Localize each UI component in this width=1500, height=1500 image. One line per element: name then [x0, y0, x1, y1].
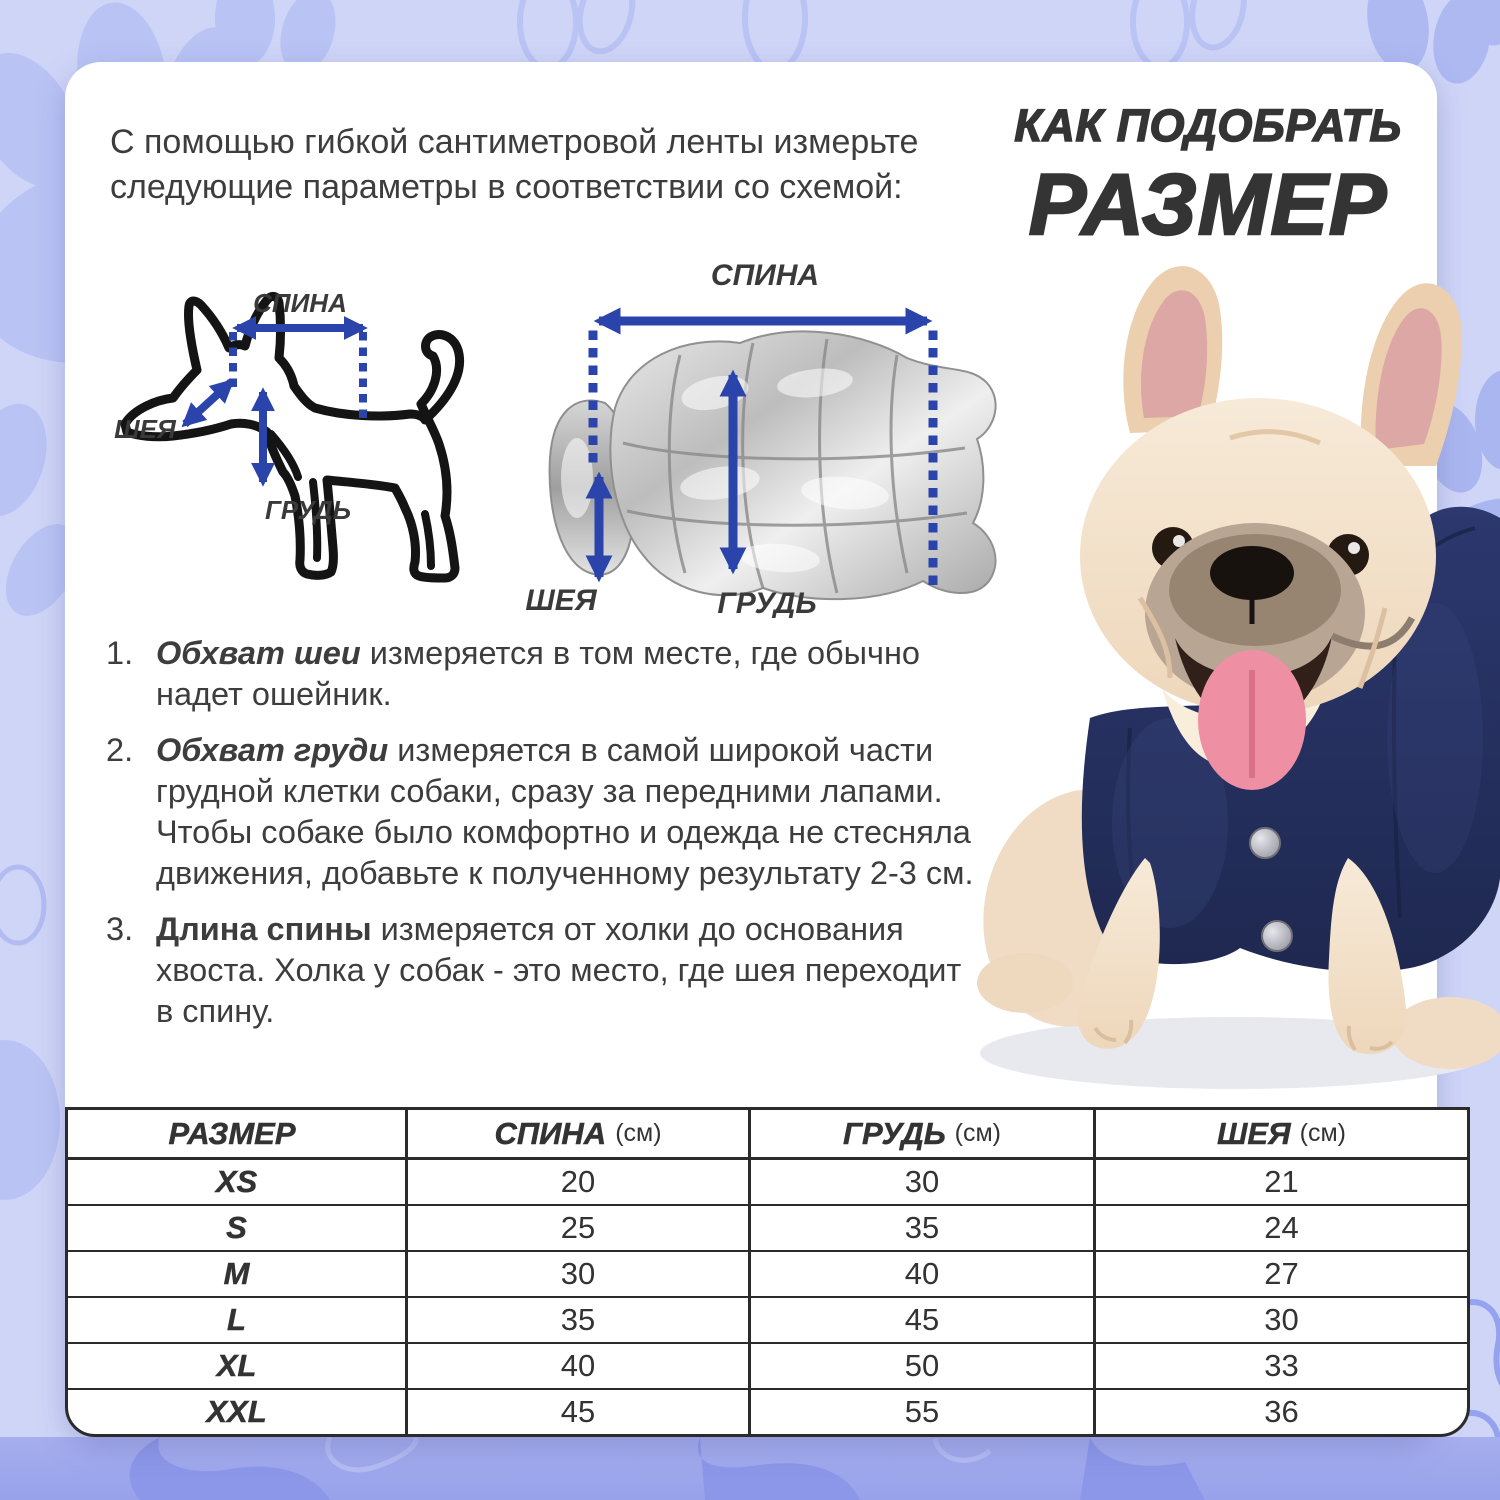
size-cell: M [68, 1252, 408, 1296]
list-item [106, 730, 986, 894]
header-size: РАЗМЕР [68, 1110, 408, 1157]
paw-outline-icon [520, 0, 1251, 70]
diagram-back-label: СПИНА [253, 288, 347, 318]
silver-jacket-photo [515, 251, 996, 600]
back-cell: 25 [408, 1206, 751, 1250]
item-number: 2. [106, 732, 134, 768]
size-cell: XXL [68, 1390, 408, 1434]
blob-shape [1080, 1437, 1205, 1500]
item-term: Обхват шеи [156, 635, 361, 671]
table-row [68, 1388, 1467, 1434]
jacket-chest-label: ГРУДЬ [717, 587, 817, 618]
back-cell: 30 [408, 1252, 751, 1296]
neck-cell: 21 [1264, 1164, 1299, 1199]
paw-outline-icon [0, 867, 44, 943]
chest-cell: 55 [751, 1390, 1096, 1434]
table-row [68, 1204, 1467, 1250]
size-cell: XL [68, 1344, 408, 1388]
list-item [106, 909, 986, 1032]
header-back: СПИНА (см) [408, 1110, 751, 1157]
snap-button [1250, 828, 1280, 858]
dog-measurement-diagram [95, 272, 495, 602]
jacket-neck-label: ШЕЯ [525, 584, 597, 617]
back-cell: 20 [408, 1160, 751, 1204]
chest-cell: 40 [751, 1252, 1096, 1296]
instruction-list [106, 633, 986, 1047]
diagram-neck-label: ШЕЯ [114, 414, 176, 444]
chest-cell: 35 [751, 1206, 1096, 1250]
size-cell: S [68, 1206, 408, 1250]
size-table [65, 1107, 1470, 1437]
item-number: 1. [106, 635, 134, 671]
diagram-chest-label: ГРУДЬ [264, 495, 352, 525]
neck-cell: 24 [1264, 1210, 1299, 1245]
title-line2: РАЗМЕР [1028, 157, 1388, 253]
snap-button [1262, 921, 1292, 951]
blob-outline [328, 1437, 416, 1470]
header-neck: ШЕЯ (см) [1217, 1115, 1346, 1151]
table-row [68, 1250, 1467, 1296]
neck-cell: 27 [1264, 1256, 1299, 1291]
neck-cell: 33 [1264, 1348, 1299, 1383]
header-chest: ГРУДЬ (см) [751, 1110, 1096, 1157]
item-number: 3. [106, 911, 134, 947]
size-cell: XS [68, 1160, 408, 1204]
table-row [68, 1296, 1467, 1342]
item-term: Обхват груди [156, 732, 389, 768]
item-body: измеряется в самой широкой части грудной клетки собаки, сразу за передними лапами. Чтобы собаке было комфортно и одежда не стесняла движения, добавьте к полученному результату 2-3 см. [156, 732, 974, 891]
bulldog-photo [930, 258, 1500, 1108]
back-cell: 45 [408, 1390, 751, 1434]
neck-cell: 36 [1264, 1394, 1299, 1429]
chest-cell: 50 [751, 1344, 1096, 1388]
blob-shape [698, 1437, 860, 1500]
chest-cell: 45 [751, 1298, 1096, 1342]
table-row [68, 1160, 1467, 1204]
table-header-row [68, 1110, 1467, 1160]
item-term: Длина спины [156, 911, 372, 947]
jacket-back-label: СПИНА [710, 259, 820, 292]
back-cell: 35 [408, 1298, 751, 1342]
chest-cell: 30 [751, 1160, 1096, 1204]
item-text [156, 909, 986, 1032]
title-line1: КАК ПОДОБРАТЬ [1014, 100, 1402, 151]
back-cell: 40 [408, 1344, 751, 1388]
item-text [156, 633, 986, 715]
dog-nose [1210, 546, 1294, 600]
bottom-band [0, 1437, 1500, 1500]
item-body: измеряется от холки до основания хвоста. Холка у собак - это место, где шея переходит в спину. [156, 911, 962, 1029]
neck-cell: 30 [1264, 1302, 1299, 1337]
table-row [68, 1342, 1467, 1388]
blob-shape [130, 1437, 330, 1500]
size-cell: L [68, 1298, 408, 1342]
blob-outline [935, 1439, 990, 1460]
bottom-band-decor [0, 1437, 1500, 1500]
intro-text: С помощью гибкой сантиметровой ленты измерьте следующие параметры в соответствии со схемой: [110, 123, 919, 206]
item-text [156, 730, 986, 894]
page-title [1008, 100, 1408, 255]
item-body: измеряется в том месте, где обычно надет ошейник. [156, 635, 920, 712]
list-item [106, 633, 986, 715]
